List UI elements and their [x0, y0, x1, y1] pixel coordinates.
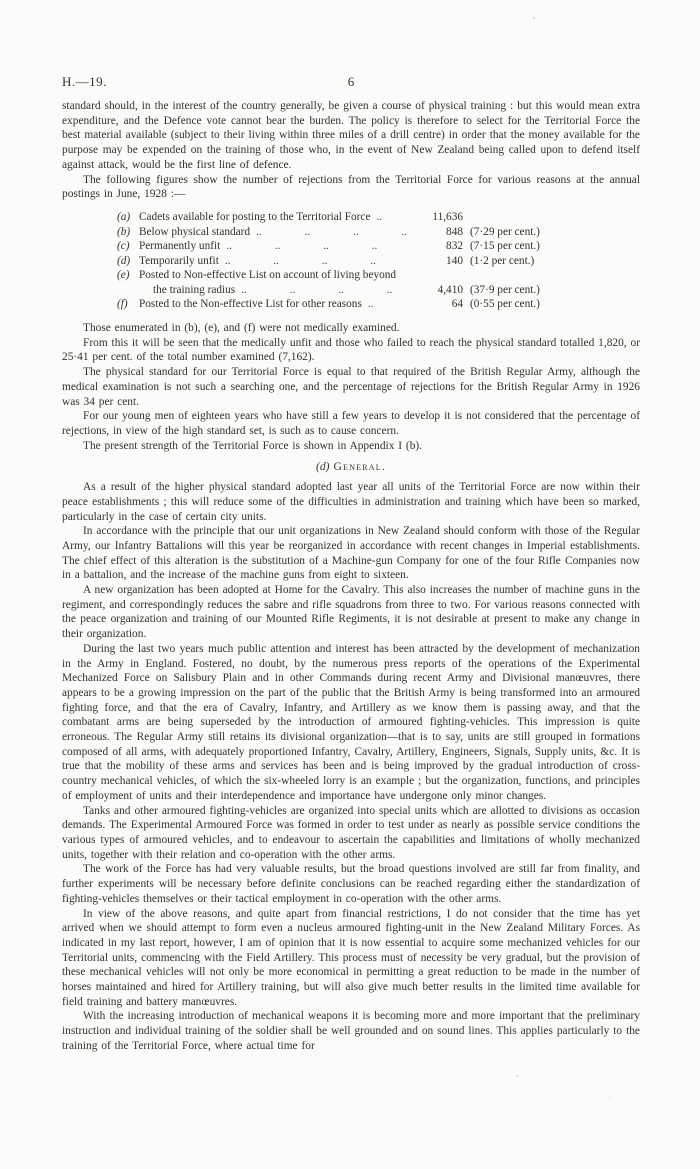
paragraph: For our young men of eighteen years who have still a few years to develop it is not considered that the percentage of rejections, in view of the high standard set, is such as to cause concern.: [62, 410, 640, 437]
dot-leader: ..: [367, 298, 374, 311]
paragraph: Tanks and other armoured fighting-vehicles are organized into special units which are allotted to divisions as occasion demands. The Experimental Armoured Force was formed in order to test under as nearly as possible service conditions the various types of armoured vehicles, and to endeavour to ascertain the capabilities and limitations of wholly mechanized units, together with their relation and co-operation with the other arms.: [62, 804, 640, 861]
list-item-percent: (0·55 per cent.): [470, 298, 540, 311]
section-heading-general: [62, 460, 640, 475]
rejection-figures-list: [117, 210, 574, 312]
list-item-label: Temporarily unfit: [139, 254, 219, 267]
list-item-tag: (e): [117, 269, 130, 282]
list-item-percent: (7·15 per cent.): [470, 240, 540, 253]
list-item-percent: [463, 210, 574, 225]
dot-leader: .. .. .. ..: [241, 283, 393, 296]
list-item-label: Permanently unfit: [139, 240, 221, 253]
page-header: [62, 74, 640, 90]
list-item-tag: (f): [117, 298, 128, 311]
list-item-tag: [117, 283, 139, 298]
list-item-percent: (37·9 per cent.): [470, 283, 540, 296]
list-item-value: 4,410: [437, 283, 463, 296]
list-row: [117, 254, 574, 269]
list-item-tag: (c): [117, 240, 130, 253]
paragraph-intro-figures: The following figures show the number of rejections from the Territorial Force for various reasons at the annual postings in June, 1928 :—: [62, 173, 640, 201]
document-body: [62, 99, 640, 1054]
list-item-percent: (7·29 per cent.): [470, 225, 540, 238]
list-row: [117, 210, 574, 225]
list-item-value: 11,636: [432, 210, 463, 223]
list-item-value: 140: [446, 254, 463, 267]
list-item-tag: (a): [117, 210, 131, 223]
dot-leader: [396, 268, 574, 283]
paragraph: As a result of the higher physical standard adopted last year all units of the Territorial Force are now within their peace establishments ; this will reduce some of the difficulties in administration and training which have been so marked, particularly in the case of certain city units.: [62, 481, 640, 523]
paragraph: The physical standard for our Territorial Force is equal to that required of the British Regular Army, although the medical examination is not such a searching one, and the percentage of rejections for the British Regular Army in 1926 was 34 per cent.: [62, 366, 640, 408]
list-item-label: Below physical standard: [139, 225, 251, 238]
list-item-label: the training radius: [153, 283, 236, 296]
paragraph: Those enumerated in (b), (e), and (f) were not medically examined.: [83, 322, 400, 335]
list-item-percent: (1·2 per cent.): [470, 254, 535, 267]
list-row-continuation: [117, 283, 574, 298]
paragraph: A new organization has been adopted at Home for the Cavalry. This also increases the number of machine guns in the regiment, and correspondingly reduces the sabre and rifle squadrons from three to two. For various reasons connected with the peace organization and training of our Mounted Rifle Regiments, it is not desirable at present to make any change in their organization.: [62, 584, 640, 641]
list-row: [117, 297, 574, 312]
paragraph: The present strength of the Territorial Force is shown in Appendix I (b).: [83, 439, 423, 452]
scan-speck: [609, 1097, 611, 1098]
list-item-label: Posted to the Non-effective List for other reasons: [139, 298, 362, 311]
paragraph: In view of the above reasons, and quite apart from financial restrictions, I do not consider that the time has yet arrived when we should attempt to form even a nucleus armoured fighting-unit in the New Zealand Military Forces. As indicated in my last report, however, I am of opinion that it is now essential to acquire some mechanized vehicles for our Territorial units, commencing with the Field Artillery. This process must of necessity be very gradual, but the provision of these mechanical vehicles will not only be more economical in permitting a great reduction to be made in the number of horses maintained and hired for Artillery training, but will also give much better results in the limited time available for field training and battery manœuvres.: [62, 907, 640, 1008]
paragraph: The work of the Force has had very valuable results, but the broad questions involved are still far from finality, and further experiments will be necessary before definite conclusions can be reached regarding either the standardization of fighting-vehicles themselves or their tactical employment in co-operation with the other arms.: [62, 863, 640, 905]
section-heading-title: General.: [333, 460, 386, 474]
dot-leader: .. .. .. ..: [226, 240, 378, 253]
scan-speck: [533, 17, 535, 19]
paragraph: In accordance with the principle that our unit organizations in New Zealand should conform with those of the Regular Army, our Infantry Battalions will this year be reorganized in accordance with recent changes in Imperial establishments. The chief effect of this alteration is the substitution of a Machine-gun Company for one of the four Rifle Companies now in a battalion, and the increase of the machine guns from eight to sixteen.: [62, 525, 640, 582]
list-row: [117, 225, 574, 240]
list-item-value: 848: [446, 225, 463, 238]
doc-reference: H.—19.: [62, 74, 107, 89]
list-item-label: Cadets available for posting to the Territorial Force: [139, 210, 371, 223]
dot-leader: ..: [376, 210, 383, 223]
list-item-tag: (b): [117, 225, 131, 238]
list-item-value: 832: [446, 240, 463, 253]
paragraph: From this it will be seen that the medically unfit and those who failed to reach the physical standard totalled 1,820, or 25·41 per cent. of the total number examined (7,162).: [62, 336, 640, 364]
page-number: 6: [347, 74, 355, 89]
list-item-tag: (d): [117, 254, 131, 267]
paragraph-continuation: standard should, in the interest of the country generally, be given a course of physical training : but this would mean extra expenditure, and the Defence vote cannot bear the burden. The policy is therefore to select for the Territorial Force the best material available (subject to their living within three miles of a drill centre) in order that the money available for the purpose may be expended on the training of those who, in the event of New Zealand being called upon to defend itself against attack, would be the first line of defence.: [62, 100, 640, 171]
scan-speck: [516, 1075, 518, 1077]
list-item-label: Posted to Non-effective List on account of living beyond: [139, 269, 397, 282]
paragraph: During the last two years much public attention and interest has been attracted by the development of mechanization in the Army in England. Fostered, no doubt, by the numerous press reports of the operations of the Experimental Mechanized Force on Salisbury Plain and in other Commands during recent Army and Divisional manœuvres, there appears to be a growing impression on the part of the public that the British Army is being transformed into an armoured fighting force, and that the era of Cavalry, Infantry, and Artillery as we know them is passing away, and that the combatant arms are being superseded by the introduction of armoured fighting-vehicles. This impression is quite erroneous. The Regular Army still retains its divisional organization—that is to say, units are still grouped in formations composed of all arms, with adequately proportioned Infantry, Cavalry, Artillery, Engineers, Signals, Supply units, &c. It is true that the mobility of these arms and services has been and is being improved by the gradual introduction of cross-country mechanical vehicles, of which the six-wheeled lorry is an example ; but the organization, functions, and principles of employment of units and their interdependence and importance have undergone only minor changes.: [62, 642, 640, 802]
list-row: [117, 268, 574, 283]
list-item-value: 64: [451, 298, 463, 311]
section-heading-tag: (d): [316, 460, 330, 474]
paragraph: With the increasing introduction of mechanical weapons it is becoming more and more important that the preliminary instruction and individual training of the soldier shall be well grounded and on sound lines. This applies particularly to the training of the Territorial Force, where actual time for: [62, 1010, 640, 1052]
list-row: [117, 239, 574, 254]
dot-leader: .. .. .. ..: [256, 225, 408, 238]
dot-leader: .. .. .. ..: [224, 254, 376, 267]
